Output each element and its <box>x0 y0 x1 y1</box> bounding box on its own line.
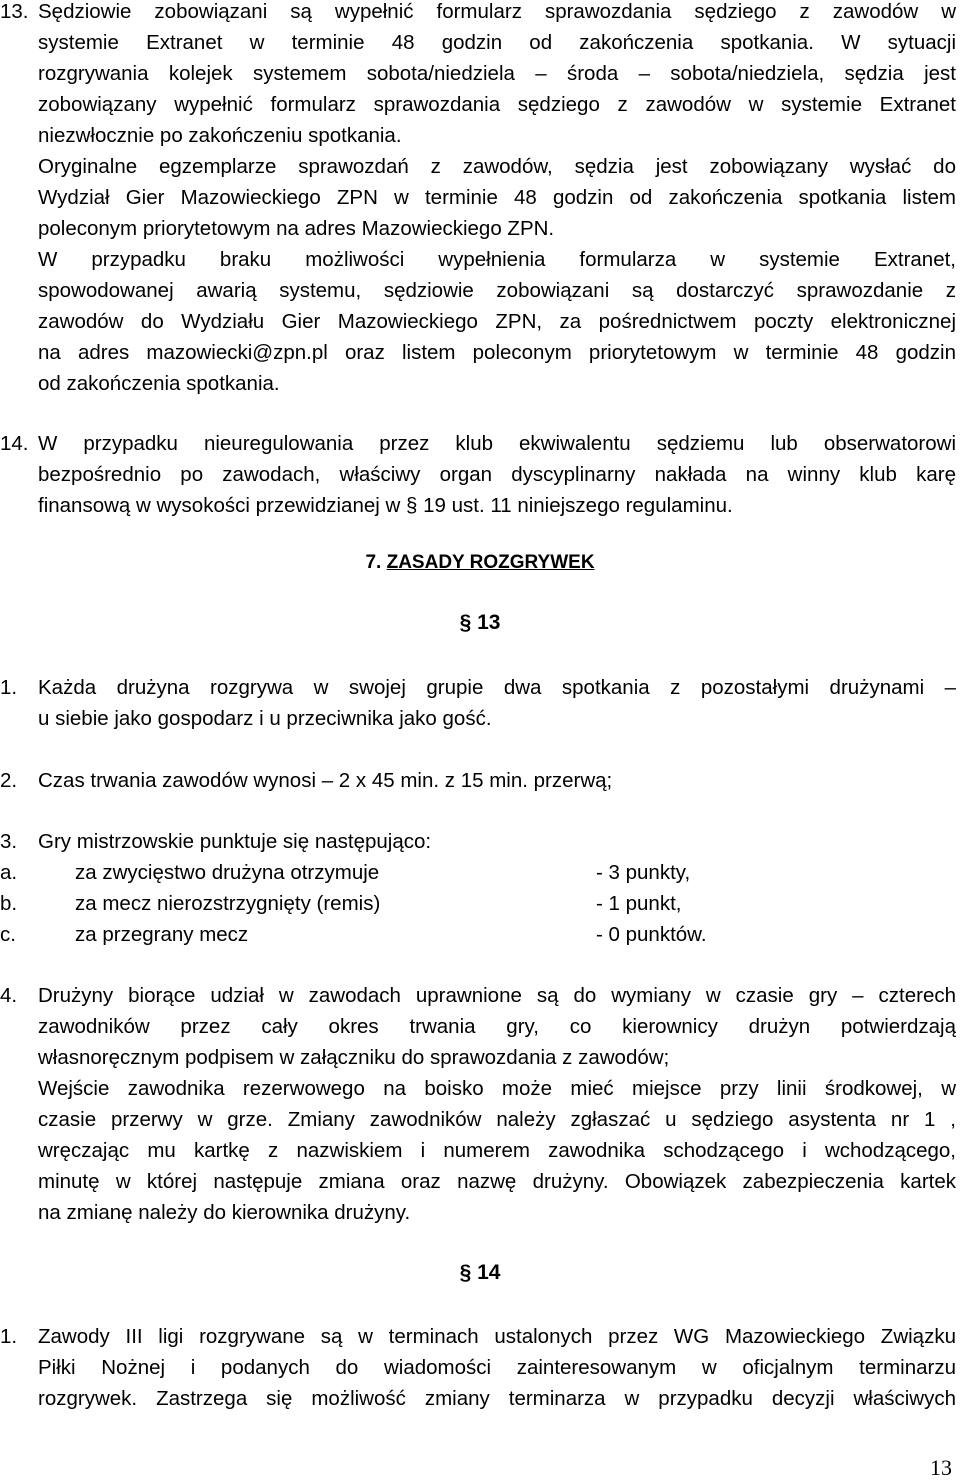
item-number: 4. <box>0 984 18 1007</box>
text-line: poleconym priorytetowym na adres Mazowieckiego ZPN. <box>38 217 555 240</box>
row-points: - 0 punktów. <box>596 923 707 946</box>
text-line: Gry mistrzowskie punktuje się następująco: <box>38 830 432 853</box>
section-number: 7. <box>365 552 382 573</box>
section-heading <box>0 552 960 574</box>
list-item-2 <box>0 765 956 796</box>
text-line: Wejście zawodnika rezerwowego na boisko może mieć miejsce przy linii środkowej, w <box>38 1077 956 1100</box>
list-item-1-para-14 <box>0 1321 956 1414</box>
text-line: W przypadku braku możliwości wypełnienia formularza w systemie Extranet, <box>38 248 956 271</box>
text-line: Drużyny biorące udział w zawodach uprawnione są do wymiany w czasie gry – czterech <box>38 984 956 1007</box>
text-line: czasie przerwy w grze. Zmiany zawodników należy zgłaszać u sędziego asystenta nr 1 , <box>38 1108 956 1131</box>
text-line: Wydział Gier Mazowieckiego ZPN w terminie 48 godzin od zakończenia spotkania listem <box>38 186 956 209</box>
text-line: od zakończenia spotkania. <box>38 372 280 395</box>
item-number: 3. <box>0 830 18 853</box>
text-line: rozgrywania kolejek systemem sobota/niedziela – środa – sobota/niedziela, sędzia jest <box>38 62 956 85</box>
row-label: a. <box>0 861 18 884</box>
paragraph-13 <box>0 0 956 399</box>
text-line: wręczając mu kartkę z nazwiskiem i numerem zawodnika schodzącego i wchodzącego, <box>38 1139 956 1162</box>
text-line: Zawody III ligi rozgrywane są w terminach ustalonych przez WG Mazowieckiego Związku <box>38 1325 956 1348</box>
text-line: zawodów do Wydziału Gier Mazowieckiego ZPN, za pośrednictwem poczty elektronicznej <box>38 310 956 333</box>
text-line: spowodowanej awarią systemu, sędziowie zobowiązani są dostarczyć sprawozdanie z <box>38 279 956 302</box>
row-label: c. <box>0 923 16 946</box>
list-item-4 <box>0 980 956 1228</box>
item-number: 2. <box>0 769 18 792</box>
text-line: Piłki Nożnej i podanych do wiadomości zainteresowanym w oficjalnym terminarzu <box>38 1356 956 1379</box>
row-text: za mecz nierozstrzygnięty (remis) <box>75 892 381 915</box>
text-line: Czas trwania zawodów wynosi – 2 x 45 min. z 15 min. przerwą; <box>38 769 613 792</box>
row-points: - 1 punkt, <box>596 892 682 915</box>
item-number: 1. <box>0 1325 18 1348</box>
row-label: b. <box>0 892 18 915</box>
text-line: rozgrywek. Zastrzega się możliwość zmiany terminarza w przypadku decyzji właściwych <box>38 1387 956 1410</box>
paragraph-symbol-14: § 14 <box>459 1261 501 1284</box>
section-title: ZASADY ROZGRYWEK <box>386 552 595 573</box>
item-number: 1. <box>0 676 18 699</box>
text-line: na adres mazowiecki@zpn.pl oraz listem poleconym priorytetowym w terminie 48 godzin <box>38 341 956 364</box>
text-line: zobowiązany wypełnić formularz sprawozdania sędziego z zawodów w systemie Extranet <box>38 93 956 116</box>
paragraph-symbol-13: § 13 <box>459 611 501 634</box>
page-number: 13 <box>930 1455 952 1480</box>
text-line: na zmianę należy do kierownika drużyny. <box>38 1201 411 1224</box>
list-item-1 <box>0 672 956 734</box>
text-line: W przypadku nieuregulowania przez klub ekwiwalentu sędziemu lub obserwatorowi <box>38 432 956 455</box>
text-line: niezwłocznie po zakończeniu spotkania. <box>38 124 402 147</box>
text-line: systemie Extranet w terminie 48 godzin od zakończenia spotkania. W sytuacji <box>38 31 956 54</box>
text-line: zawodników przez cały okres trwania gry, co kierownicy drużyn potwierdzają <box>38 1015 956 1038</box>
paragraph-14 <box>0 428 956 521</box>
paragraph-number: 13. <box>0 0 29 23</box>
text-line: minutę w której następuje zmiana oraz nazwę drużyny. Obowiązek zabezpieczenia kartek <box>38 1170 956 1193</box>
text-line: bezpośrednio po zawodach, właściwy organ dyscyplinarny nakłada na winny klub karę <box>38 463 956 486</box>
list-item-3 <box>0 826 956 857</box>
row-text: za zwycięstwo drużyna otrzymuje <box>75 861 380 884</box>
text-line: u siebie jako gospodarz i u przeciwnika jako gość. <box>38 707 492 730</box>
text-line: własnoręcznym podpisem w załączniku do sprawozdania z zawodów; <box>38 1046 670 1069</box>
text-line: Oryginalne egzemplarze sprawozdań z zawodów, sędzia jest zobowiązany wysłać do <box>38 155 956 178</box>
row-text: za przegrany mecz <box>75 923 249 946</box>
paragraph-number: 14. <box>0 432 29 455</box>
text-line: Sędziowie zobowiązani są wypełnić formularz sprawozdania sędziego z zawodów w <box>38 0 956 23</box>
text-line: finansową w wysokości przewidzianej w § 19 ust. 11 niniejszego regulaminu. <box>38 494 733 517</box>
row-points: - 3 punkty, <box>596 861 691 884</box>
text-line: Każda drużyna rozgrywa w swojej grupie dwa spotkania z pozostałymi drużynami – <box>38 676 956 699</box>
